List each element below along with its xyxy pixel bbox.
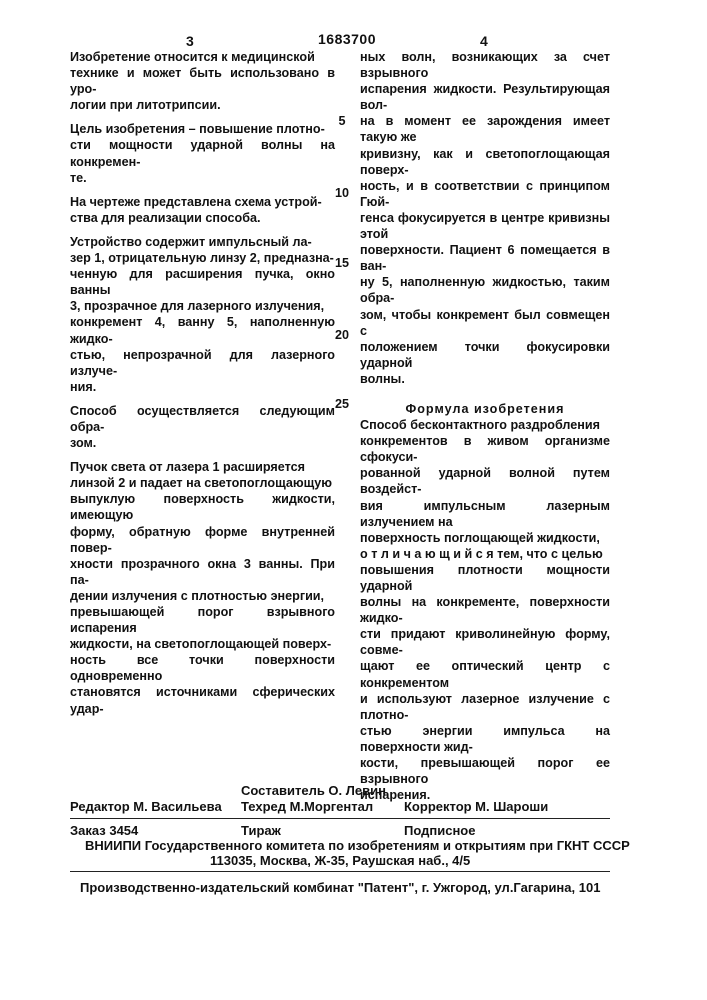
page-number-left: 3 <box>186 33 194 49</box>
line-number-15: 15 <box>333 256 351 270</box>
compiler: Составитель О. Левин <box>241 783 386 798</box>
line-number-20: 20 <box>333 328 351 342</box>
divider-bottom <box>70 871 610 872</box>
paragraph-purpose: Цель изобретения – повышение плотно- сти мощности ударной волны на конкремен- те. <box>70 121 335 185</box>
techred: Техред М.Моргентал <box>241 799 373 814</box>
paragraph-method: Пучок света от лазера 1 расширяется линзой 2 и падает на светопоглощающую выпуклую поверхность жидкости, имеющую форму, обратную форме внутренней повер- хности прозрачного окна 3 ванны. При па- дении излучения с плотностью энергии, превышающей порог взрывного испарения жидкости, на светопоглощающей поверх- ность все точки поверхности одновременно становятся источниками сферических удар- <box>70 459 335 717</box>
right-column <box>360 49 610 803</box>
line-number-25: 25 <box>333 397 351 411</box>
page-number-right: 4 <box>480 33 488 49</box>
publisher: Производственно-издательский комбинат "Патент", г. Ужгород, ул.Гагарина, 101 <box>80 880 600 895</box>
paragraph-method-intro: Способ осуществляется следующим обра- зом. <box>70 403 335 451</box>
editor: Редактор М. Васильева <box>70 799 222 814</box>
address: 113035, Москва, Ж-35, Раушская наб., 4/5 <box>210 853 470 868</box>
line-number-10: 10 <box>333 186 351 200</box>
corrector: Корректор М. Шароши <box>404 799 548 814</box>
line-number-5: 5 <box>333 114 351 128</box>
organization: ВНИИПИ Государственного комитета по изобретениям и открытиям при ГКНТ СССР <box>85 838 630 853</box>
order-number: Заказ 3454 <box>70 823 138 838</box>
left-column <box>70 49 335 717</box>
claims-text: Способ бесконтактного раздробления конкрементов в живом организме сфокуси- рованной ударной волной путем воздейст- вия импульсным лазерным излучением на поверхность поглощающей жидкости, о т л и ч а ю щ и й с я тем, что с целью повышения плотности мощности ударной волны на конкременте, поверхности жидко- сти придают криволинейную форму, совме- щают ее оптический центр с конкрементом и используют лазерное излучение с плотно- стью энергии импульса на поверхности жид- кости, превышающей порог ее взрывного испарения. <box>360 417 610 803</box>
claims-heading: Формула изобретения <box>360 401 610 417</box>
paragraph-continuation: ных волн, возникающих за счет взрывного испарения жидкости. Результирующая вол- на в момент ее зарождения имеет такую же кривизну, как и светопоглощающая поверх- ность, и в соответствии с принципом Гюй- генса фокусируется в центре кривизны этой поверхности. Пациент 6 помещается в ван- ну 5, наполненную жидкостью, таким обра- зом, чтобы конкремент был совмещен с положением точки фокусировки ударной волны. <box>360 49 610 387</box>
divider-top <box>70 818 610 819</box>
circulation: Тираж <box>241 823 281 838</box>
paragraph-drawing: На чертеже представлена схема устрой- ства для реализации способа. <box>70 194 335 226</box>
paragraph-device: Устройство содержит импульсный ла- зер 1, отрицательную линзу 2, предназна- ченную для расширения пучка, окно ванны 3, прозрачное для лазерного излучения, конкремент 4, ванну 5, наполненную жидко- стью, непрозрачной для лазерного излуче- ния. <box>70 234 335 395</box>
paragraph-field: Изобретение относится к медицинской технике и может быть использовано в уро- логии при литотрипсии. <box>70 49 335 113</box>
subscription: Подписное <box>404 823 475 838</box>
patent-number: 1683700 <box>318 31 376 47</box>
